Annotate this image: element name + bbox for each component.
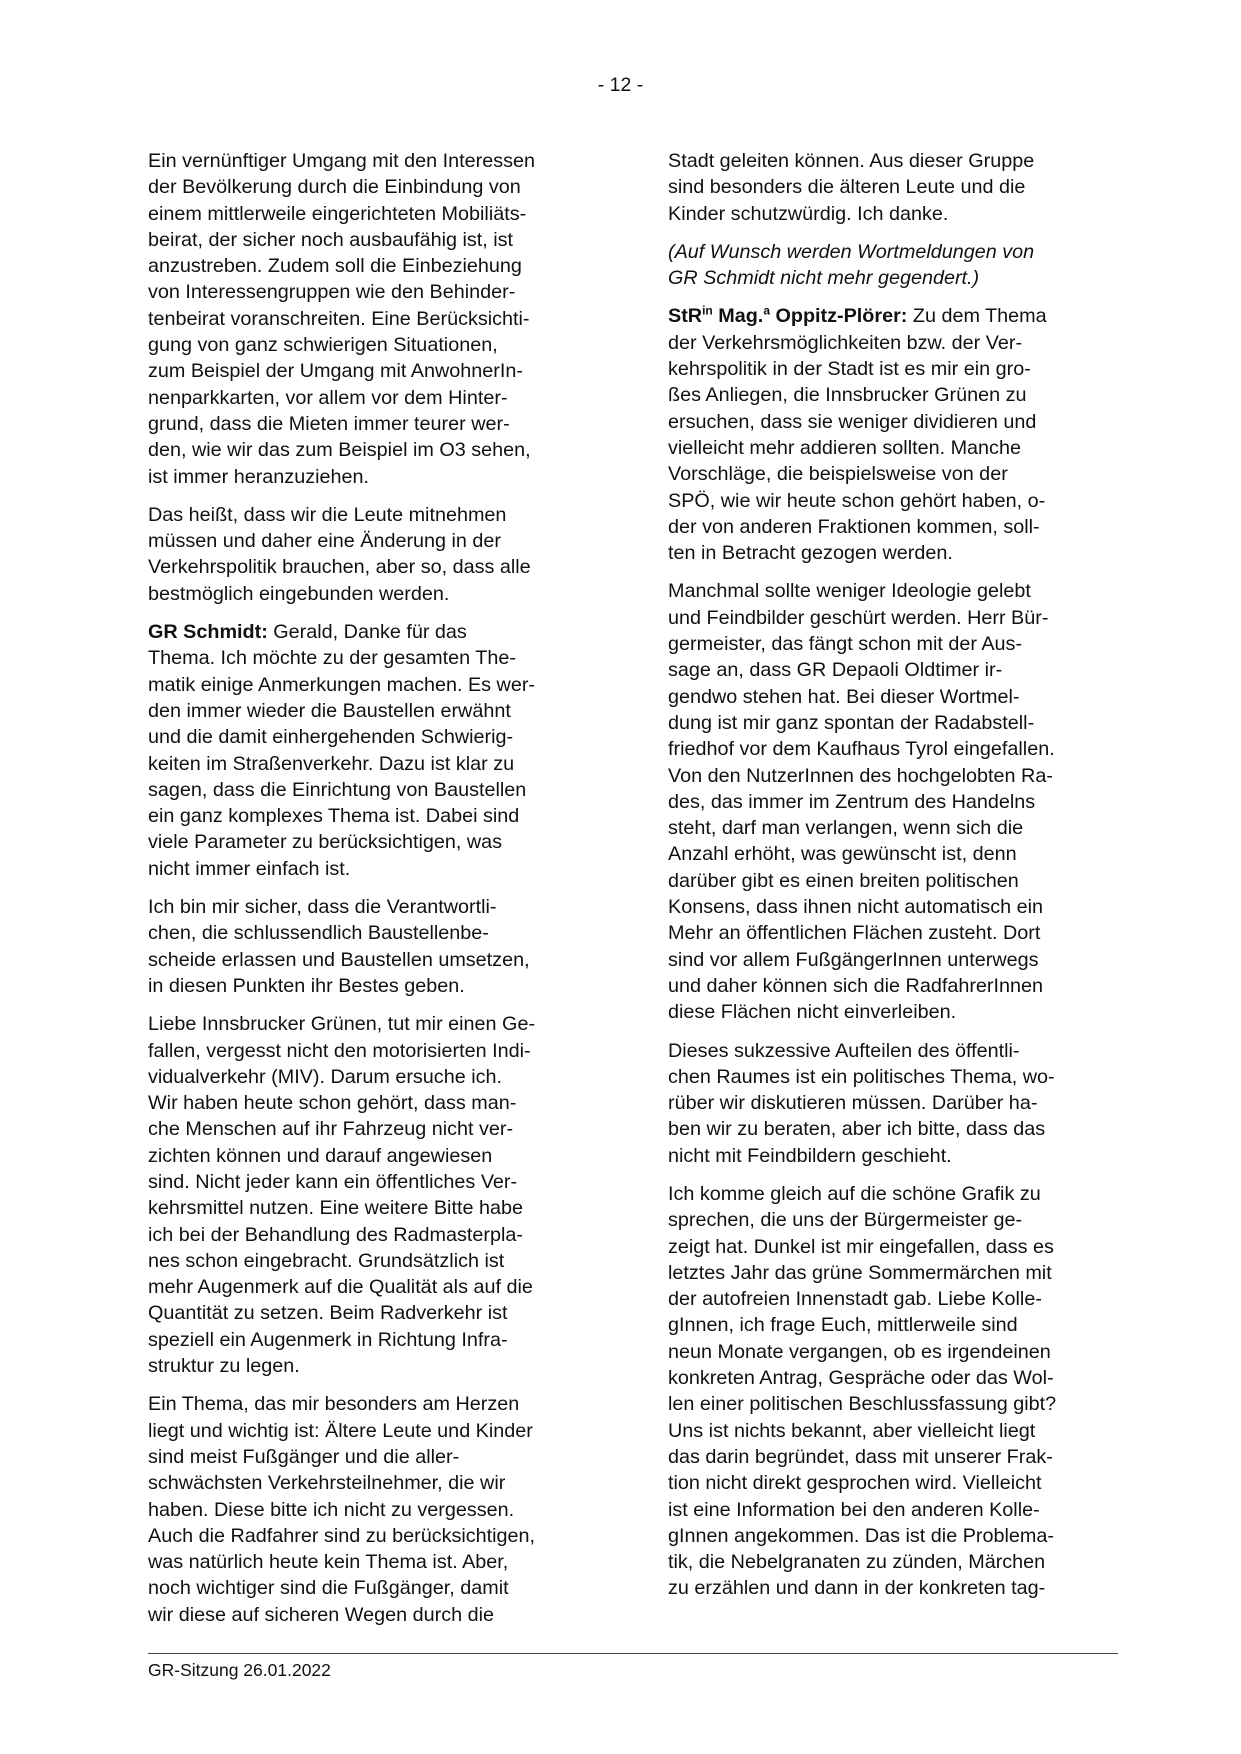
paragraph: Manchmal sollte weniger Ideologie gelebt und Feindbilder geschürt werden. Herr Bür- germeister, das fängt schon mit der Aus- sage an, dass GR Depaoli Oldtimer ir- gendwo stehen hat. Bei dieser Wortmel- dung ist mir ganz spontan der Radabstell- friedhof vor dem Kaufhaus Tyrol eingefallen. Von den NutzerInnen des hochgelobten Ra- des, das immer im Zentrum des Handelns steht, darf man verlangen, wenn sich die Anzahl erhöht, was gewünscht ist, denn darüber gibt es einen breiten politischen Konsens, dass ihnen nicht automatisch ein Mehr an öffentlichen Flächen zusteht. Dort sind vor allem FußgängerInnen unterwegs und daher können sich die RadfahrerInnen diese Flächen nicht einverleiben. — [668, 580, 1055, 1024]
paragraph: Ich bin mir sicher, dass die Verantwortli- chen, die schlussendlich Baustellenbe- scheide erlassen und Baustellen umsetzen, in diesen Punkten ihr Bestes geben. — [148, 896, 530, 997]
editorial-note: (Auf Wunsch werden Wortmeldungen von GR Schmidt nicht mehr gegendert.) — [668, 240, 1035, 290]
paragraph: Stadt geleiten können. Aus dieser Gruppe sind besonders die älteren Leute und die Kinder schutzwürdig. Ich danke. — [668, 150, 1035, 225]
page-number: - 12 - — [597, 74, 644, 96]
speech-text: Zu dem Thema der Verkehrsmöglichkeiten bzw. der Ver- kehrspolitik in der Stadt ist es mir ein gro- ßes Anliegen, die Innsbrucker Grünen zu ersuchen, dass sie weniger dividieren und vielleicht mehr addieren sollten. Manche Vorschläge, die beispielsweise von der SPÖ, wie wir heute schon gehört haben, o- der von anderen Fraktionen kommen, soll- ten in Betracht gezogen werden. — [668, 305, 1047, 565]
left-column — [148, 148, 598, 1640]
speaker-title: StR — [668, 305, 703, 328]
speaker-name — [668, 305, 907, 327]
paragraph: Das heißt, dass wir die Leute mitnehmen müssen und daher eine Änderung in der Verkehrspolitik brauchen, aber so, dass alle bestmöglich eingebunden werden. — [148, 503, 531, 605]
speech-text: Gerald, Danke für das Thema. Ich möchte zu der gesamten The- matik einige Anmerkungen machen. Es wer- den immer wieder die Baustellen erwähnt und die damit einhergehenden Schwierig- keiten im Straßenverkehr. Dazu ist klar zu sagen, dass die Einrichtung von Baustellen ein ganz komplexes Thema ist. Dabei sind viele Parameter zu berücksichtigen, was nicht immer einfach ist. — [148, 621, 536, 880]
speaker-title-suffix: in — [702, 303, 713, 318]
speaker-surname: Oppitz-Plörer: — [770, 305, 908, 328]
speaker-degree: Mag. — [712, 305, 764, 328]
speaker-name: GR Schmidt: — [148, 621, 268, 644]
paragraph: Ein vernünftiger Umgang mit den Interessen der Bevölkerung durch die Einbindung von einem mittlerweile eingerichteten Mobiliäts- beirat, der sicher noch ausbaufähig ist, ist anzustreben. Zudem soll die Einbeziehung von Interessengruppen wie den Behinder- tenbeirat voranschreiten. Eine Berücksichti- gung von ganz schwierigen Situationen, zum Beispiel der Umgang mit AnwohnerIn- nenparkkarten, vor allem vor dem Hinter- grund, dass die Mieten immer teurer wer- den, wie wir das zum Beispiel im O3 sehen, ist immer heranzuziehen. — [148, 150, 536, 488]
footer-session-date: GR-Sitzung 26.01.2022 — [148, 1660, 331, 1680]
speech-paragraph — [668, 303, 1118, 566]
right-column — [668, 148, 1118, 1614]
paragraph: Dieses sukzessive Aufteilen des öffentli- chen Raumes ist ein politisches Thema, wo- rüber wir diskutieren müssen. Darüber ha- ben wir zu beraten, aber ich bitte, dass das nicht mit Feindbildern geschieht. — [668, 1039, 1055, 1167]
paragraph: Ich komme gleich auf die schöne Grafik zu sprechen, die uns der Bürgermeister ge- zeigt hat. Dunkel ist mir eingefallen, dass es letztes Jahr das grüne Sommermärchen mit der autofreien Innenstadt gab. Liebe Kolle- gInnen, ich frage Euch, mittlerweile sind neun Monate vergangen, ob es irgendeinen konkreten Antrag, Gespräche oder das Wol- len einer politischen Beschlussfassung gibt? Uns ist nichts bekannt, aber vielleicht liegt das darin begründet, dass mit unserer Frak- tion nicht direkt gesprochen wird. Vielleicht ist eine Information bei den anderen Kolle- gInnen angekommen. Das ist die Problema- tik, die Nebelgranaten zu zünden, Märchen zu erzählen und dann in der konkreten tag- — [668, 1182, 1057, 1600]
paragraph: Ein Thema, das mir besonders am Herzen liegt und wichtig ist: Ältere Leute und Kinder sind meist Fußgänger und die aller- schwächsten Verkehrsteilnehmer, die wir haben. Diese bitte ich nicht zu vergessen. Auch die Radfahrer sind zu berücksichtigen, was natürlich heute kein Thema ist. Aber, noch wichtiger sind die Fußgänger, damit wir diese auf sicheren Wegen durch die — [148, 1393, 536, 1626]
paragraph: Liebe Innsbrucker Grünen, tut mir einen Ge- fallen, vergesst nicht den motorisierten Indi- vidualverkehr (MIV). Darum ersuche ich. Wir haben heute schon gehört, dass man- che Menschen auf ihr Fahrzeug nicht ver- zichten können und darauf angewiesen sind. Nicht jeder kann ein öffentliches Ver- kehrsmittel nutzen. Eine weitere Bitte habe ich bei der Behandlung des Radmasterpla- nes schon eingebracht. Grundsätzlich ist mehr Augenmerk auf die Qualität als auf die Quantität zu setzen. Beim Radverkehr ist speziell ein Augenmerk in Richtung Infra- struktur zu legen. — [148, 1013, 536, 1378]
footer-divider — [148, 1653, 1118, 1654]
speech-paragraph — [148, 619, 598, 882]
speaker-degree-suffix: a — [763, 303, 770, 318]
